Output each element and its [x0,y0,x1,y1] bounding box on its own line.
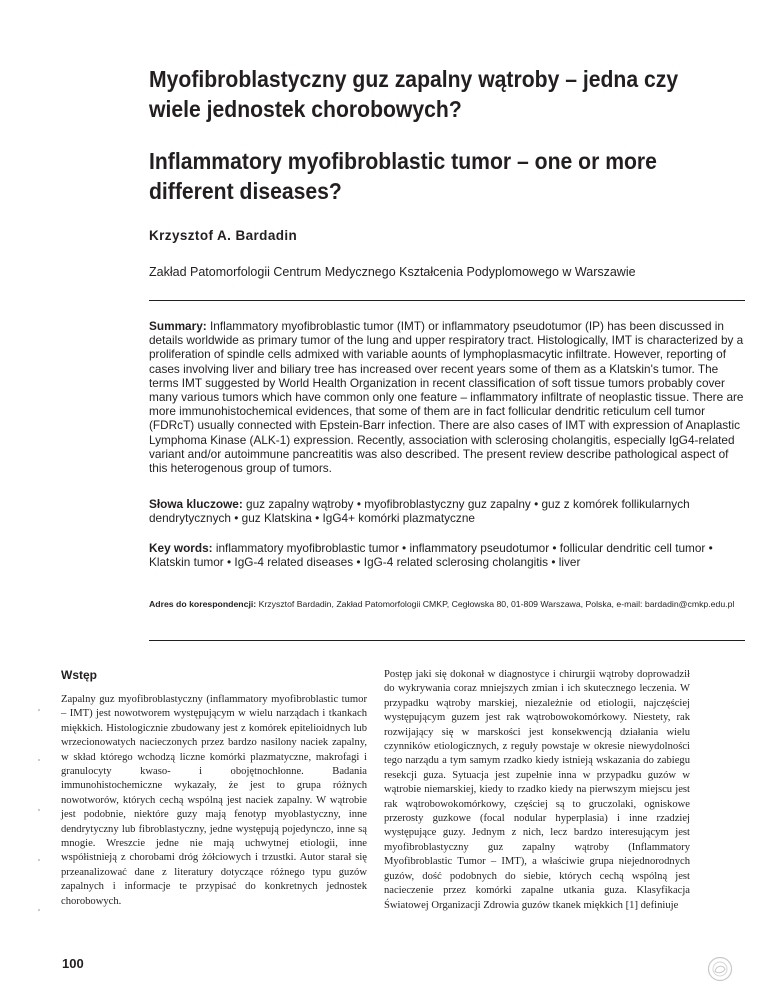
keywords-english-label: Key words: [149,541,213,555]
summary-label: Summary: [149,319,207,333]
keywords-english [149,541,745,569]
divider-bottom [149,640,745,641]
keywords-polish-text: guz zapalny wątroby • myofibroblastyczny guz zapalny • guz z komórek follikularnych dendrytycznych • guz Klatskina • IgG4+ komórki plazmatyczne [149,497,690,526]
keywords-polish [149,497,745,525]
page-number: 100 [62,956,84,971]
summary-paragraph [149,319,745,475]
correspondence-text: Krzysztof Bardadin, Zakład Patomorfologii CMKP, Cegłowska 80, 01-809 Warszawa, Polska, e-mail: bardadin@cmkp.edu.pl [258,599,735,609]
margin-marks [37,700,41,930]
body-column-left: Zapalny guz myofibroblastyczny (inflammatory myofibroblastic tumor – IMT) jest nowotworem występującym w wielu narządach i tkankach miękkich. Histologicznie zbudowany jest z komórek epitelioidnych lub wrzecionowatych nacieczonych przez bardzo nasilony naciek zapalny, w skład którego wchodzą liczne komórki plazmatyczne, makrofagi i granulocyty kwaso- i obojętnochłonne. Badania immunohistochemiczne wykazały, że jest to grupa różnych nowotworów, których cechą wspólną jest naciek zapalny. W wątrobie jest podobnie, niektóre guzy mają fenotyp myoblastyczny, inne dendrytyczny lub fibroblastyczny, jedne występują pojedynczo, inne są mnogie. Wreszcie jedne nie mają uchwytnej etiologii, inne współistnieją z chorobami dróg żółciowych i trzustki. Autor starał się przeanalizować dane z literatury dotyczące różnego typu guzów zapalnych i informacje te przypisać do konkretnych jednostek chorobowych. [61,694,367,907]
author-affiliation: Zakład Patomorfologii Centrum Medycznego Kształcenia Podyplomowego w Warszawie [149,265,636,279]
keywords-english-text: inflammatory myofibroblastic tumor • inflammatory pseudotumor • follicular dendritic cell tumor • Klatskin tumor • IgG-4 related diseases • IgG-4 related sclerosing cholangitis • liver [149,541,713,570]
title-english: Inflammatory myofibroblastic tumor – one or more different diseases? [149,148,657,204]
summary-text: Inflammatory myofibroblastic tumor (IMT) or inflammatory pseudotumor (IP) has been discussed in details worldwide as primary tumor of the lung and upper respiratory tract. Histologically, IMT is characterized by a proliferation of spindle cells admixed with variable aounts of lymphoplasmacytic infiltrate. However, reporting of cases involving liver and biliary tree has increased over recent years some of them as a Klatskin's tumor. The terms IMT suggested by World Health Organization in recent classification of soft tissue tumors probably cover many various tumors which have common only one feature – inflammatory infiltrate of neoplastic tissue. There are more immunohistochemical evidences, that some of them are in fact follicular dendritic reticulum cell tumor (FDRcT) usually connected with Epstein-Barr infection. There are also cases of IMT with expression of Anaplastic Lymphoma Kinase (ALK-1) expression. Recently, association with sclerosing cholangitis, especially IgG4-related variant and/or autoimmune pancreatitis was also described. The present review describe pathological aspect of this heterogenous group of tumors. [149,319,744,476]
title-polish: Myofibroblastyczny guz zapalny wątroby – jedna czy wiele jednostek chorobowych? [149,66,679,122]
section-heading-introduction: Wstęp [61,668,97,682]
keywords-polish-label: Słowa kluczowe: [149,497,243,511]
correspondence-address [149,598,745,612]
body-column-right: Postęp jaki się dokonał w diagnostyce i chirurgii wątroby doprowadził do wykrywania coraz mniejszych zmian i ich skutecznego leczenia. W przypadku wątroby marskiej, niezależnie od etiologii, najczęściej występującym guzem jest rak wątrobowokomórkowy. Niestety, rak rozwijający się w marskości jest konsekwencją działania wielu czynników etiologicznych, z reguły powstaje w okresie niewydolności tego narządu a tym samym rzadko kiedy istnieją wskazania do zabiegu resekcji guza. Sytuacja jest zupełnie inna w przypadku guzów w wątrobie niemarskiej, kiedy to rzadko kiedy na pierwszym miejscu jest rak wątrobowokomórkowy, częściej są to gruczolaki, ogniskowe przerosty guzkowe (focal nodular hyperplasia) i inne rzadziej występujące guzy. Jednym z nich, lecz bardzo interesującym jest myofibroblastyczny guz zapalny wątroby (Inflammatory Myofibroblastic Tumor – IMT), a właściwie grupa niejednorodnych guzów, dość podobnych do siebie, których cechą wspólną jest nacieczenie przez komórki zapalne utkania guza. Klasyfikacja Światowej Organizacji Zdrowia guzów tkanek miękkich [1] definiuje [384,669,690,911]
divider-top [149,300,745,301]
correspondence-label: Adres do korespondencji: [149,599,257,609]
publisher-logo-icon [707,956,733,982]
author-name: Krzysztof A. Bardadin [149,228,298,243]
